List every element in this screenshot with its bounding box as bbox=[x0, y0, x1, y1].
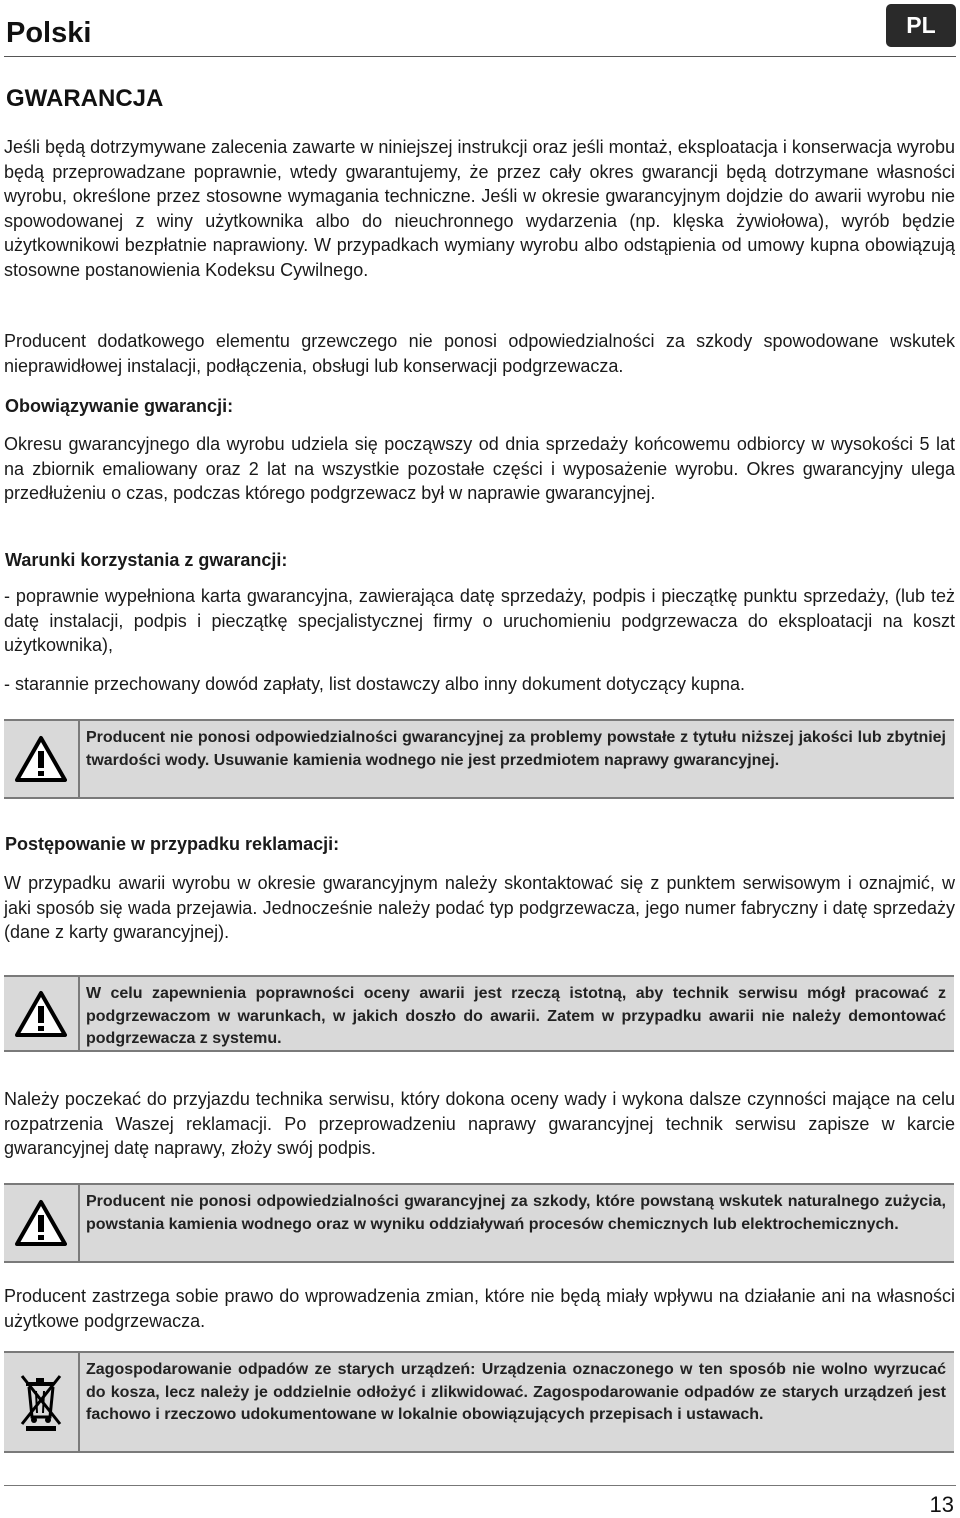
disposal-callout bbox=[4, 1351, 954, 1453]
callout-divider bbox=[78, 1353, 80, 1451]
callout-text: Producent nie ponosi odpowiedzialności gwarancyjnej za szkody, które powstaną wskutek naturalnego zużycia, powstania kamienia wodnego oraz w wyniku oddziaływań procesów chemicznych lub elektrochemicznych. bbox=[86, 1193, 946, 1233]
paragraph-complaint-contact: W przypadku awarii wyrobu w okresie gwarancyjnym należy skontaktować się z punktem serwisowym i oznajmić, w jaki sposób się wada przejawia. Jednocześnie należy podać typ podgrzewacza, jego numer fabryczny i datę sprzedaży (dane z karty gwarancyjnej). bbox=[4, 873, 955, 942]
crossed-out-bin-icon bbox=[4, 1353, 78, 1451]
page-header-title: Polski bbox=[6, 17, 92, 49]
warning-callout-natural-wear bbox=[4, 1183, 954, 1263]
paragraph-heating-element: Producent dodatkowego elementu grzewczego nie ponosi odpowiedzialności za szkody spowodowane wskutek nieprawidłowej instalacji, podłączenia, obsługi lub konserwacji podgrzewacza. bbox=[4, 331, 955, 376]
heading-complaint-procedure: Postępowanie w przypadku reklamacji: bbox=[5, 834, 340, 854]
callout-text: W celu zapewnienia poprawności oceny awarii jest rzeczą istotną, aby technik serwisu mógł pracować z podgrzewaczom w warunkach, w jakich doszło do awarii. Zatem w przypadku awarii nie należy demontować podgrzewacza z systemu. bbox=[86, 985, 946, 1047]
paragraph-technician-visit: Należy poczekać do przyjazdu technika serwisu, który dokona oceny wady i wykona dalsze czynności mające na celu rozpatrzenia Waszej reklamacji. Po przeprowadzeniu naprawy gwarancyjnej technik serwisu zapisze w karcie gwarancyjnej datę naprawy, złoży swój podpis. bbox=[4, 1089, 955, 1158]
callout-divider bbox=[78, 1185, 80, 1261]
paragraph-manufacturer-rights: Producent zastrzega sobie prawo do wprowadzenia zmian, które nie będą miały wpływu na działanie ani na własności użytkowe podgrzewacza. bbox=[4, 1286, 955, 1331]
paragraph-warranty-intro: Jeśli będą dotrzymywane zalecenia zawarte w niniejszej instrukcji oraz jeśli montaż, eksploatacja i konserwacja wyrobu będą przeprowadzane poprawnie, wtedy gwarantujemy, że przez cały okres gwarancji będą dotrzymane własności wyrobu, określone przez stosowne wymagania techniczne. Jeśli w okresie gwarancyjnym dojdzie do awarii wyrobu nie spowodowanej z winy użytkownika albo do nieuchronnego wydarzenia (np. klęska żywiołowa), wyrób będzie użytkownikowi bezpłatnie naprawiony. W przypadkach wymiany wyrobu albo odstąpienia od umowy kupna obowiązują stosowne postanowienia Kodeksu Cywilnego. bbox=[4, 137, 955, 280]
language-badge: PL bbox=[886, 4, 956, 47]
footer-divider bbox=[4, 1485, 956, 1486]
header-divider bbox=[4, 56, 956, 57]
heading-warranty-conditions: Warunki korzystania z gwarancji: bbox=[5, 550, 288, 570]
callout-text: Zagospodarowanie odpadów ze starych urządzeń: Urządzenia oznaczonego w ten sposób nie wolno wyrzucać do kosza, lecz należy je oddzielnie odłożyć i zlikwidować. Zagospodarowanie odpadów ze starych urządzeń jest fachowo i rzeczowo udokumentowane w lokalnie obowiązujących przepisach i ustawach. bbox=[86, 1361, 946, 1423]
warning-icon bbox=[4, 977, 78, 1050]
heading-warranty-validity: Obowiązywanie gwarancji: bbox=[5, 396, 234, 416]
paragraph-condition-receipt: - starannie przechowany dowód zapłaty, list dostawczy albo inny dokument dotyczący kupna. bbox=[4, 674, 746, 694]
callout-divider bbox=[78, 721, 80, 797]
paragraph-warranty-period: Okresu gwarancyjnego dla wyrobu udziela się począwszy od dnia sprzedaży końcowemu odbiorcy w wysokości 5 lat na zbiornik emaliowany oraz 2 lat na wszystkie pozostałe części i wyposażenie wyrobu. Okres gwarancyjny ulega przedłużeniu o czas, podczas którego podgrzewacz był w naprawie gwarancyjnej. bbox=[4, 434, 955, 503]
warning-callout-water-hardness bbox=[4, 719, 954, 799]
callout-text: Producent nie ponosi odpowiedzialności gwarancyjnej za problemy powstałe z tytułu niższej jakości lub zbytniej twardości wody. Usuwanie kamienia wodnego nie jest przedmiotem naprawy gwarancyjnej. bbox=[86, 729, 946, 769]
callout-divider bbox=[78, 977, 80, 1050]
warning-callout-service-assessment bbox=[4, 975, 954, 1052]
section-title: GWARANCJA bbox=[6, 85, 164, 112]
page-number: 13 bbox=[929, 1492, 954, 1517]
warning-icon bbox=[4, 1185, 78, 1261]
paragraph-condition-card: - poprawnie wypełniona karta gwarancyjna, zawierająca datę sprzedaży, podpis i pieczątkę punktu sprzedaży, (lub też datę instalacji, podpis i pieczątkę specjalistycznej firmy o uruchomieniu podgrzewacza do eksploatacji na koszt użytkownika), bbox=[4, 586, 955, 655]
warning-icon bbox=[4, 721, 78, 797]
